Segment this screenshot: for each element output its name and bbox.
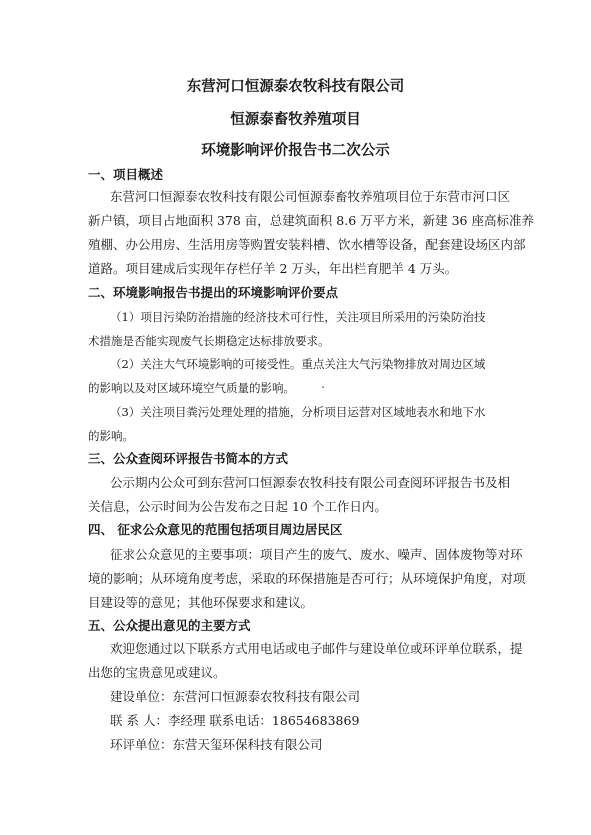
section-2-heading: 二、环境影响报告书提出的环境影响评价要点 (88, 285, 339, 300)
doc-title-project: 恒源泰畜牧养殖项目 (230, 111, 361, 128)
section-5-heading: 五、公众提出意见的主要方式 (88, 618, 251, 633)
section-1-heading: 一、项目概述 (88, 167, 164, 182)
builder-unit: 建设单位：东营河口恒源泰农牧科技有限公司 (110, 689, 361, 704)
section-2-line: （3）关注项目粪污处理处理的措施，分析项目运营对区域地表水和地下水 (110, 405, 486, 419)
contact-person-phone: 联 系 人：李经理 联系电话：18654683869 (110, 713, 360, 728)
section-3-line: 关信息，公示时间为公告发布之日起 10 个工作日内。 (88, 499, 387, 514)
section-3-heading: 三、公众查阅环评报告书简本的方式 (88, 451, 289, 466)
section-4-line: 征求公众意见的主要事项：项目产生的废气、废水、噪声、固体废物等对环 (110, 547, 523, 562)
eia-unit: 环评单位：东营天玺环保科技有限公司 (110, 737, 323, 752)
section-2-line: （2）关注大气环境影响的可接受性。重点关注大气污染物排放对周边区域 (110, 357, 486, 371)
section-2-line: 术措施是否能实现废气长期稳定达标排放要求。 (88, 334, 330, 348)
section-2-line: （1）项目污染防治措施的经济技术可行性，关注项目所采用的污染防治技 (110, 310, 486, 324)
section-5-line: 欢迎您通过以下联系方式用电话或电子邮件与建设单位或环评单位联系，提 (110, 641, 523, 656)
doc-title-notice: 环境影响评价报告书二次公示 (201, 142, 390, 159)
section-4-line: 目建设等的意见；其他环保要求和建议。 (88, 595, 314, 610)
scan-speck (322, 386, 324, 388)
section-2-line: 的影响。 (88, 429, 134, 443)
doc-title-company: 东营河口恒源泰农牧科技有限公司 (186, 78, 405, 95)
section-1-line: 新户镇，项目占地面积 378 亩，总建筑面积 8.6 万平方米，新建 36 座高标准养 (88, 213, 534, 228)
section-5-line: 出您的宝贵意见或建议。 (88, 665, 226, 680)
section-1-line: 东营河口恒源泰农牧科技有限公司恒源泰畜牧养殖项目位于东营市河口区 (110, 189, 511, 204)
section-4-line: 境的影响；从环境角度考虑，采取的环保措施是否可行；从环境保护角度，对项 (88, 571, 526, 586)
section-1-line: 殖棚、办公用房、生活用房等购置安装料槽、饮水槽等设备，配套建设场区内部 (88, 237, 526, 252)
section-3-line: 公示期内公众可到东营河口恒源泰农牧科技有限公司查阅环评报告书及相 (110, 475, 511, 490)
section-1-line: 道路。项目建成后实现年存栏仔羊 2 万头，年出栏育肥羊 4 万头。 (88, 261, 458, 276)
section-4-heading: 四、 征求公众意见的范围包括项目周边居民区 (88, 522, 343, 537)
section-2-line: 的影响以及对区域环境空气质量的影响。 (88, 381, 295, 395)
